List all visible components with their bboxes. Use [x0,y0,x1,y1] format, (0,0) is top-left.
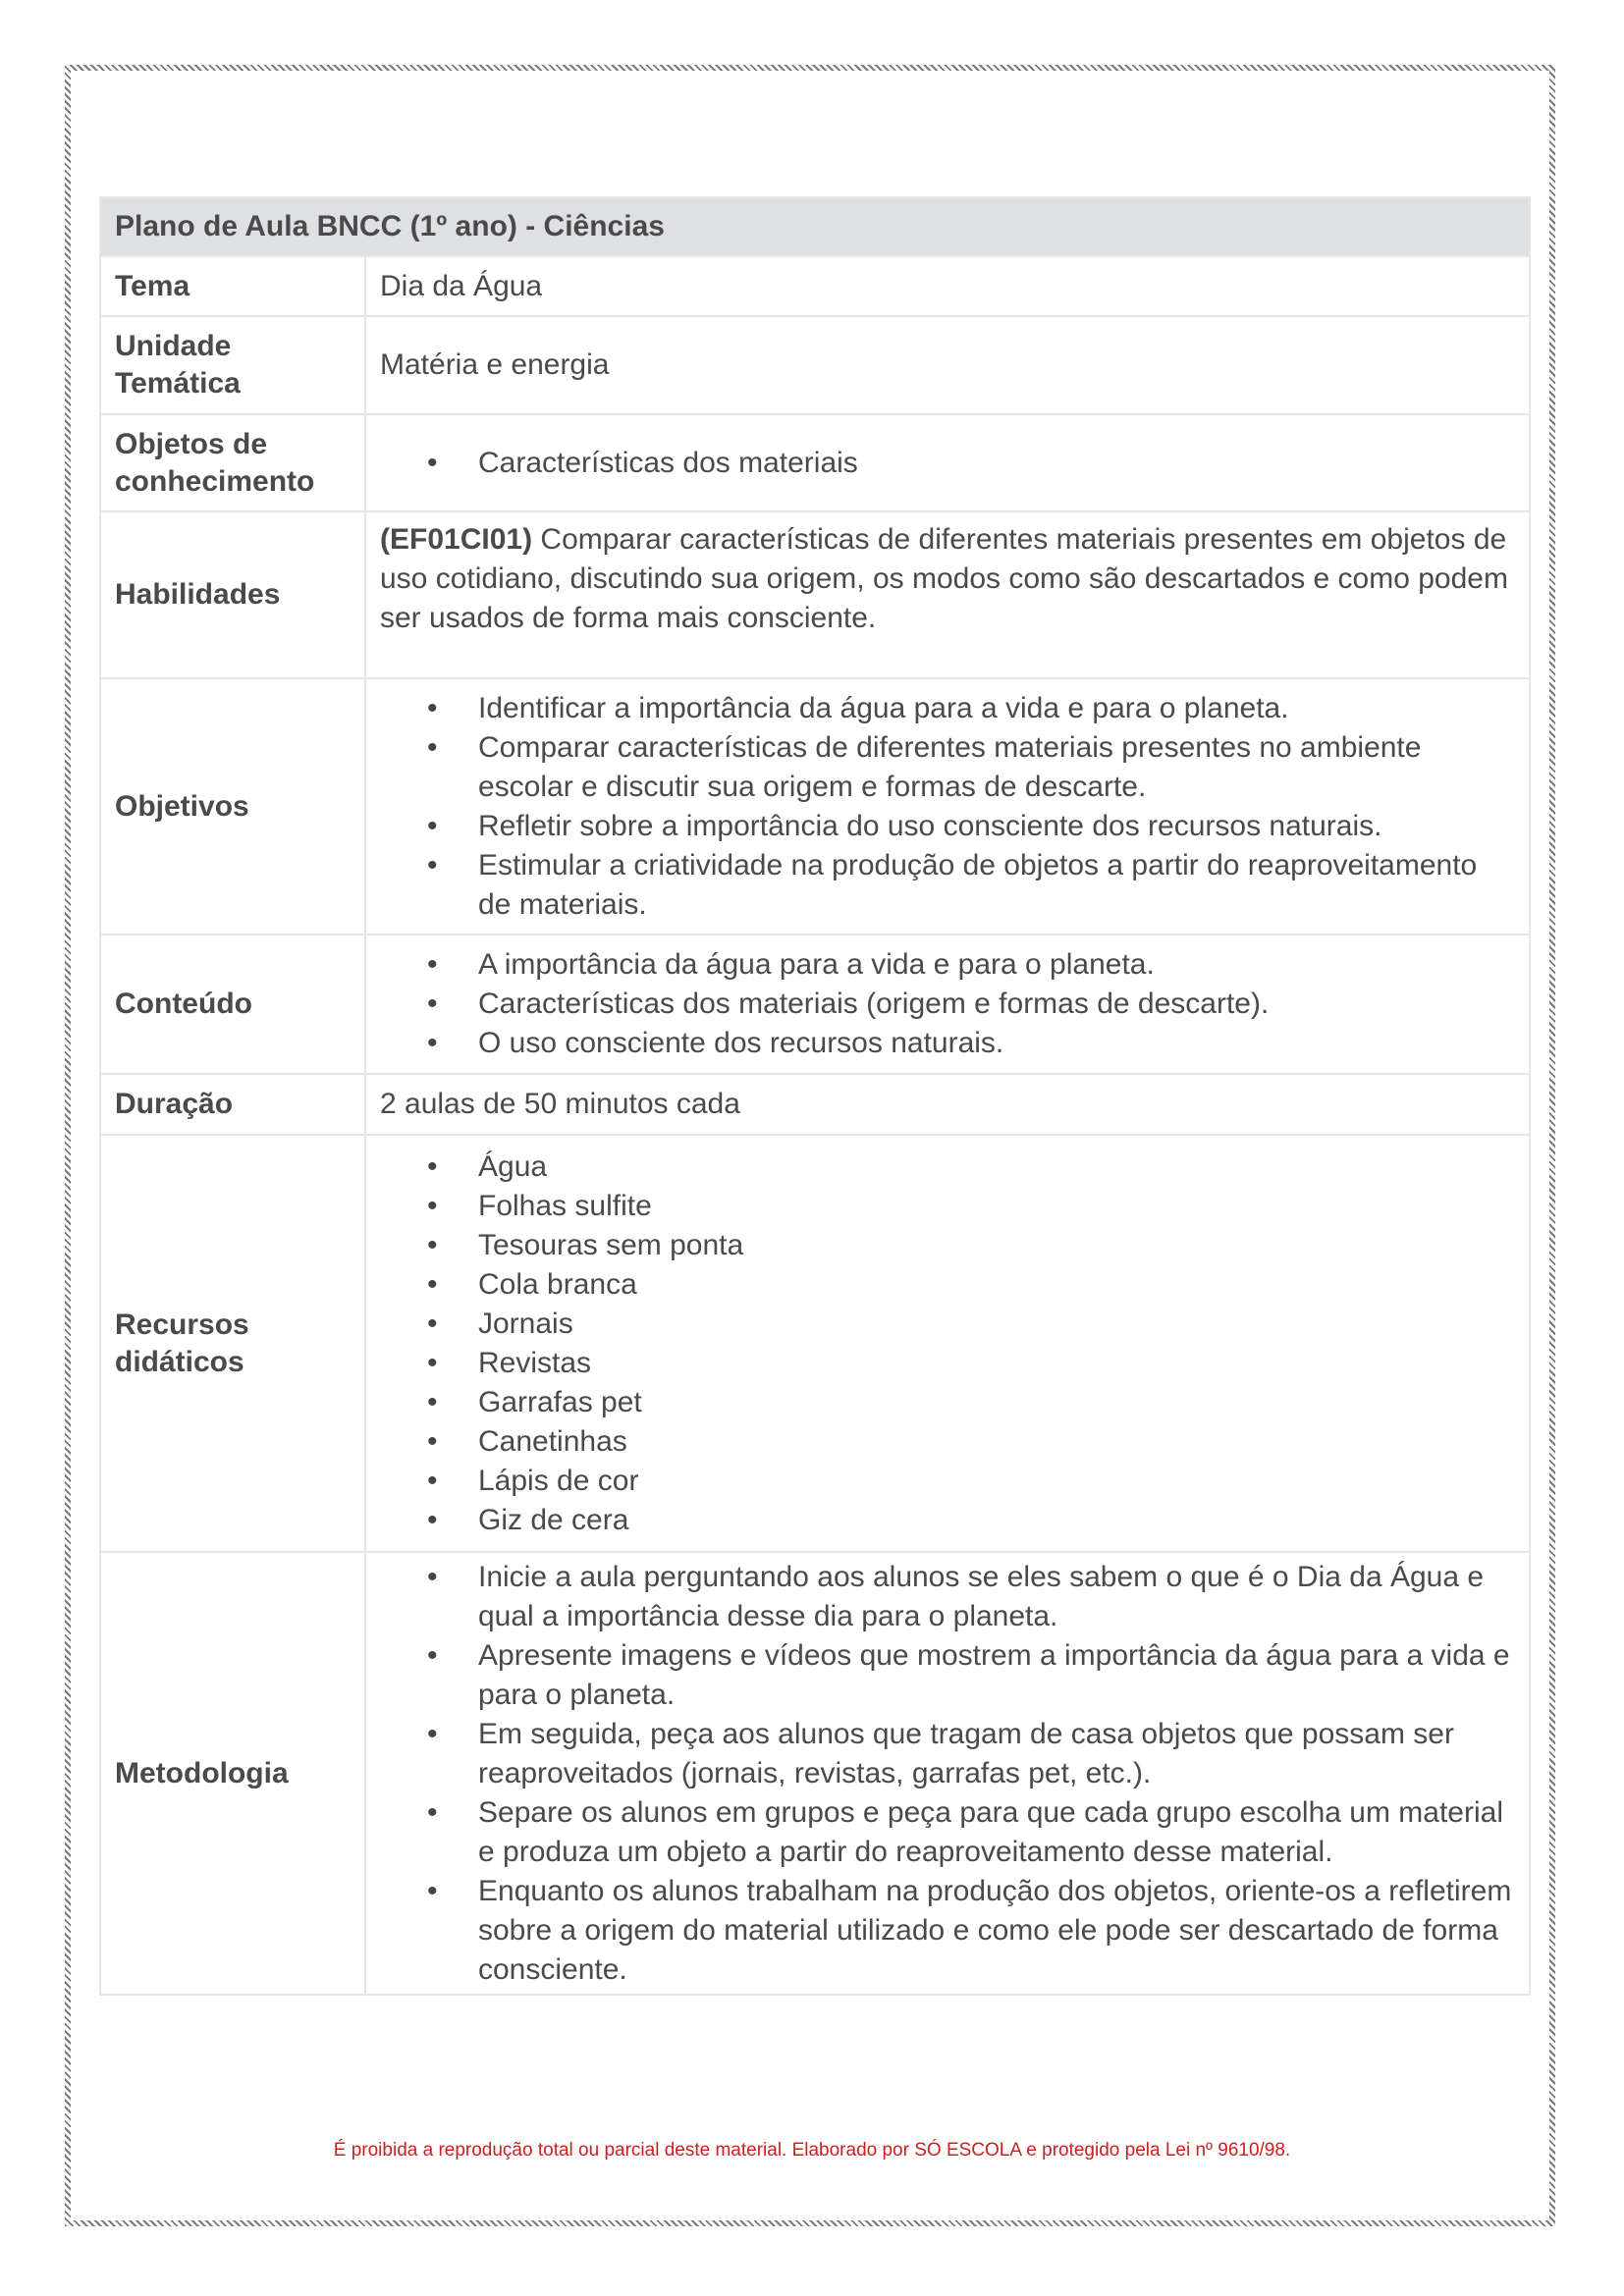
row-value [365,511,1530,678]
row-label: Tema [100,256,365,316]
bullet-list [380,444,1515,483]
table-row-objetivos [100,678,1530,934]
table-row-recursos [100,1135,1530,1552]
table-row-conteudo [100,934,1530,1074]
list-item: • Inicie a aula perguntando aos alunos se eles sabem o que é o Dia da Água e qual a importância desse dia para o planeta. [478,1558,1515,1636]
row-label: Objetivos [100,678,365,934]
row-value [365,1135,1530,1552]
bullet-list [380,1558,1515,1990]
list-item: • Refletir sobre a importância do uso consciente dos recursos naturais. [478,807,1515,846]
table-row-unidade-tematica [100,316,1530,414]
row-value: Dia da Água [365,256,1530,316]
list-item: • Separe os alunos em grupos e peça para que cada grupo escolha um material e produza um objeto a partir do reaproveitamento desse material. [478,1793,1515,1872]
list-item: • Apresente imagens e vídeos que mostrem a importância da água para a vida e para o planeta. [478,1636,1515,1715]
list-item: • Garrafas pet [478,1383,1515,1422]
row-value [365,934,1530,1074]
row-label: Metodologia [100,1552,365,1995]
list-item: • O uso consciente dos recursos naturais. [478,1024,1515,1063]
row-label: Duração [100,1074,365,1135]
bullet-list [380,1148,1515,1540]
row-label: Objetos de conhecimento [100,414,365,511]
row-label: Recursos didáticos [100,1135,365,1552]
table-header-row [100,197,1530,256]
list-item: • Tesouras sem ponta [478,1226,1515,1265]
bullet-list [380,945,1515,1063]
skill-code: (EF01CI01) [380,523,533,556]
row-label: Habilidades [100,511,365,678]
lesson-plan-table [99,196,1531,1996]
list-item: • Folhas sulfite [478,1187,1515,1226]
row-value [365,678,1530,934]
bullet-list [380,689,1515,925]
row-value: Matéria e energia [365,316,1530,414]
row-value [365,414,1530,511]
list-item: • A importância da água para a vida e para o planeta. [478,945,1515,985]
list-item: • Comparar características de diferentes materiais presentes no ambiente escolar e discutir sua origem e formas de descarte. [478,728,1515,807]
list-item: • Identificar a importância da água para a vida e para o planeta. [478,689,1515,728]
skill-text: Comparar características de diferentes materiais presentes em objetos de uso cotidiano, discutindo sua origem, os modos como são descartados e como podem ser usados de forma mais consciente. [380,523,1508,634]
list-item: • Lápis de cor [478,1462,1515,1501]
row-value [365,1552,1530,1995]
row-value: 2 aulas de 50 minutos cada [365,1074,1530,1135]
row-label: Conteúdo [100,934,365,1074]
table-row-habilidades [100,511,1530,678]
list-item: • Cola branca [478,1265,1515,1305]
copyright-footer: É proibida a reprodução total ou parcial deste material. Elaborado por SÓ ESCOLA e protegido pela Lei nº 9610/98. [333,2140,1291,2161]
table-row-duracao [100,1074,1530,1135]
list-item: • Enquanto os alunos trabalham na produção dos objetos, oriente-os a refletirem sobre a origem do material utilizado e como ele pode ser descartado de forma consciente. [478,1872,1515,1990]
list-item: • Em seguida, peça aos alunos que tragam de casa objetos que possam ser reaproveitados (jornais, revistas, garrafas pet, etc.). [478,1715,1515,1793]
table-row-metodologia [100,1552,1530,1995]
list-item: • Giz de cera [478,1501,1515,1540]
list-item: • Jornais [478,1305,1515,1344]
table-title: Plano de Aula BNCC (1º ano) - Ciências [100,197,1530,256]
list-item: • Água [478,1148,1515,1187]
table-row-objetos [100,414,1530,511]
list-item: • Características dos materiais [478,444,1515,483]
table-row-tema [100,256,1530,316]
list-item: • Canetinhas [478,1422,1515,1462]
list-item: • Revistas [478,1344,1515,1383]
list-item: • Estimular a criatividade na produção de objetos a partir do reaproveitamento de materiais. [478,846,1515,925]
list-item: • Características dos materiais (origem e formas de descarte). [478,985,1515,1024]
row-label: Unidade Temática [100,316,365,414]
